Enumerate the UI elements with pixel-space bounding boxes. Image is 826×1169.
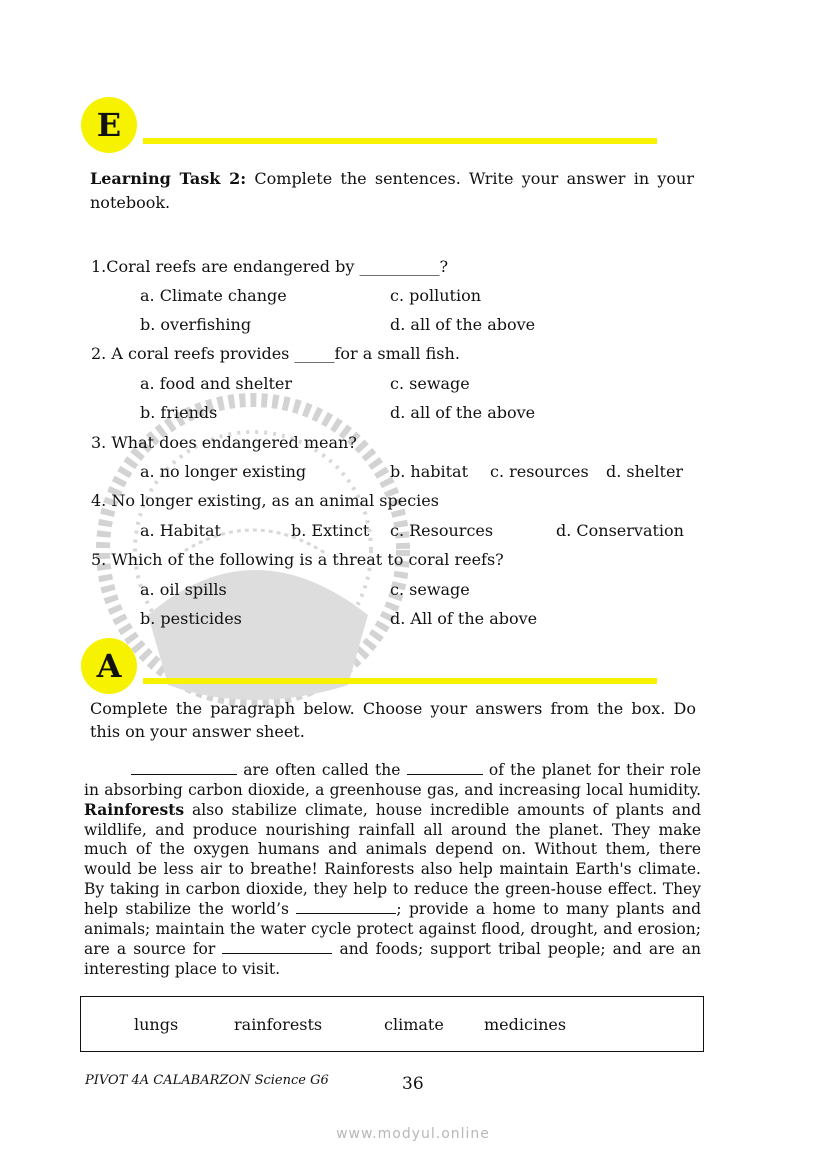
word-box-item: lungs bbox=[134, 1015, 179, 1034]
q4-option-b: b. Extinct bbox=[291, 521, 370, 540]
question-4: 4. No longer existing, as an animal species bbox=[91, 491, 439, 510]
section-e-badge bbox=[81, 97, 137, 153]
q5-option-d: d. All of the above bbox=[390, 609, 538, 628]
section-a-highlight-bar bbox=[143, 678, 657, 684]
task-instruction bbox=[90, 167, 694, 215]
q3-option-a: a. no longer existing bbox=[140, 462, 307, 481]
paragraph-part-3: also stabilize climate, house incredible amounts of plants and wildlife, and produce nourishing rainfall all around the planet. They make much of the oxygen humans and animals depend on. Without them, there would be less air to breathe! Rainforests also help maintain Earth's climate. By taking in carbon dioxide, they help to reduce the green-house effect. They help stabilize the world’s bbox=[84, 801, 701, 919]
q3-option-c: c. resources bbox=[490, 462, 589, 481]
section-a-letter: A bbox=[96, 647, 122, 685]
q5-option-b: b. pesticides bbox=[140, 609, 242, 628]
q2-option-c: c. sewage bbox=[390, 374, 470, 393]
section-a-instruction: Complete the paragraph below. Choose your answers from the box. Do this on your answer sheet. bbox=[90, 699, 696, 741]
word-box-item: rainforests bbox=[234, 1015, 323, 1034]
question-2: 2. A coral reefs provides _____for a small fish. bbox=[91, 344, 460, 363]
task-label: Learning Task 2: bbox=[90, 169, 247, 188]
watermark-url: www.modyul.online bbox=[336, 1126, 490, 1142]
task-instruction-text: Complete the sentences. Write your answer in your notebook. bbox=[90, 169, 695, 212]
q5-option-c: c. sewage bbox=[390, 580, 470, 599]
question-5: 5. Which of the following is a threat to coral reefs? bbox=[91, 550, 504, 569]
paragraph-bold-word: Rainforests bbox=[84, 800, 185, 820]
word-box-item: climate bbox=[384, 1015, 444, 1034]
paragraph-part-2: of the planet for their role in absorbing carbon dioxide, a greenhouse gas, and increasing local humidity. bbox=[84, 761, 701, 799]
blank-3 bbox=[296, 899, 396, 914]
rainforest-paragraph bbox=[84, 760, 701, 980]
q4-option-a: a. Habitat bbox=[140, 521, 221, 540]
paragraph-part-5: and foods; support tribal people; and are an interesting place to visit. bbox=[84, 940, 701, 978]
section-e-letter: E bbox=[96, 106, 122, 144]
q1-option-c: c. pollution bbox=[390, 286, 482, 305]
q3-option-b: b. habitat bbox=[390, 462, 469, 481]
q1-option-b: b. overfishing bbox=[140, 315, 252, 334]
word-box-item: medicines bbox=[484, 1015, 567, 1034]
q2-option-b: b. friends bbox=[140, 403, 218, 422]
q2-option-d: d. all of the above bbox=[390, 403, 536, 422]
q5-option-a: a. oil spills bbox=[140, 580, 227, 599]
blank-4 bbox=[222, 939, 332, 954]
q1-option-a: a. Climate change bbox=[140, 286, 287, 305]
footer-source: PIVOT 4A CALABARZON Science G6 bbox=[85, 1073, 329, 1088]
section-e-highlight-bar bbox=[143, 138, 657, 144]
q3-option-d: d. shelter bbox=[606, 462, 684, 481]
page-number: 36 bbox=[402, 1074, 424, 1094]
paragraph-part-4: ; provide a home to many plants and animals; maintain the water cycle protect against flood, drought, and erosion; are a source for bbox=[84, 900, 701, 959]
q1-option-d: d. all of the above bbox=[390, 315, 536, 334]
paragraph-part-1: are often called the bbox=[243, 761, 401, 779]
question-3: 3. What does endangered mean? bbox=[91, 433, 357, 452]
q2-option-a: a. food and shelter bbox=[140, 374, 293, 393]
blank-2 bbox=[407, 760, 483, 775]
q4-option-c: c. Resources bbox=[390, 521, 494, 540]
q4-option-d: d. Conservation bbox=[556, 521, 684, 540]
blank-1 bbox=[131, 760, 237, 775]
section-a-badge bbox=[81, 638, 137, 694]
question-1: 1.Coral reefs are endangered by __________? bbox=[91, 257, 449, 276]
